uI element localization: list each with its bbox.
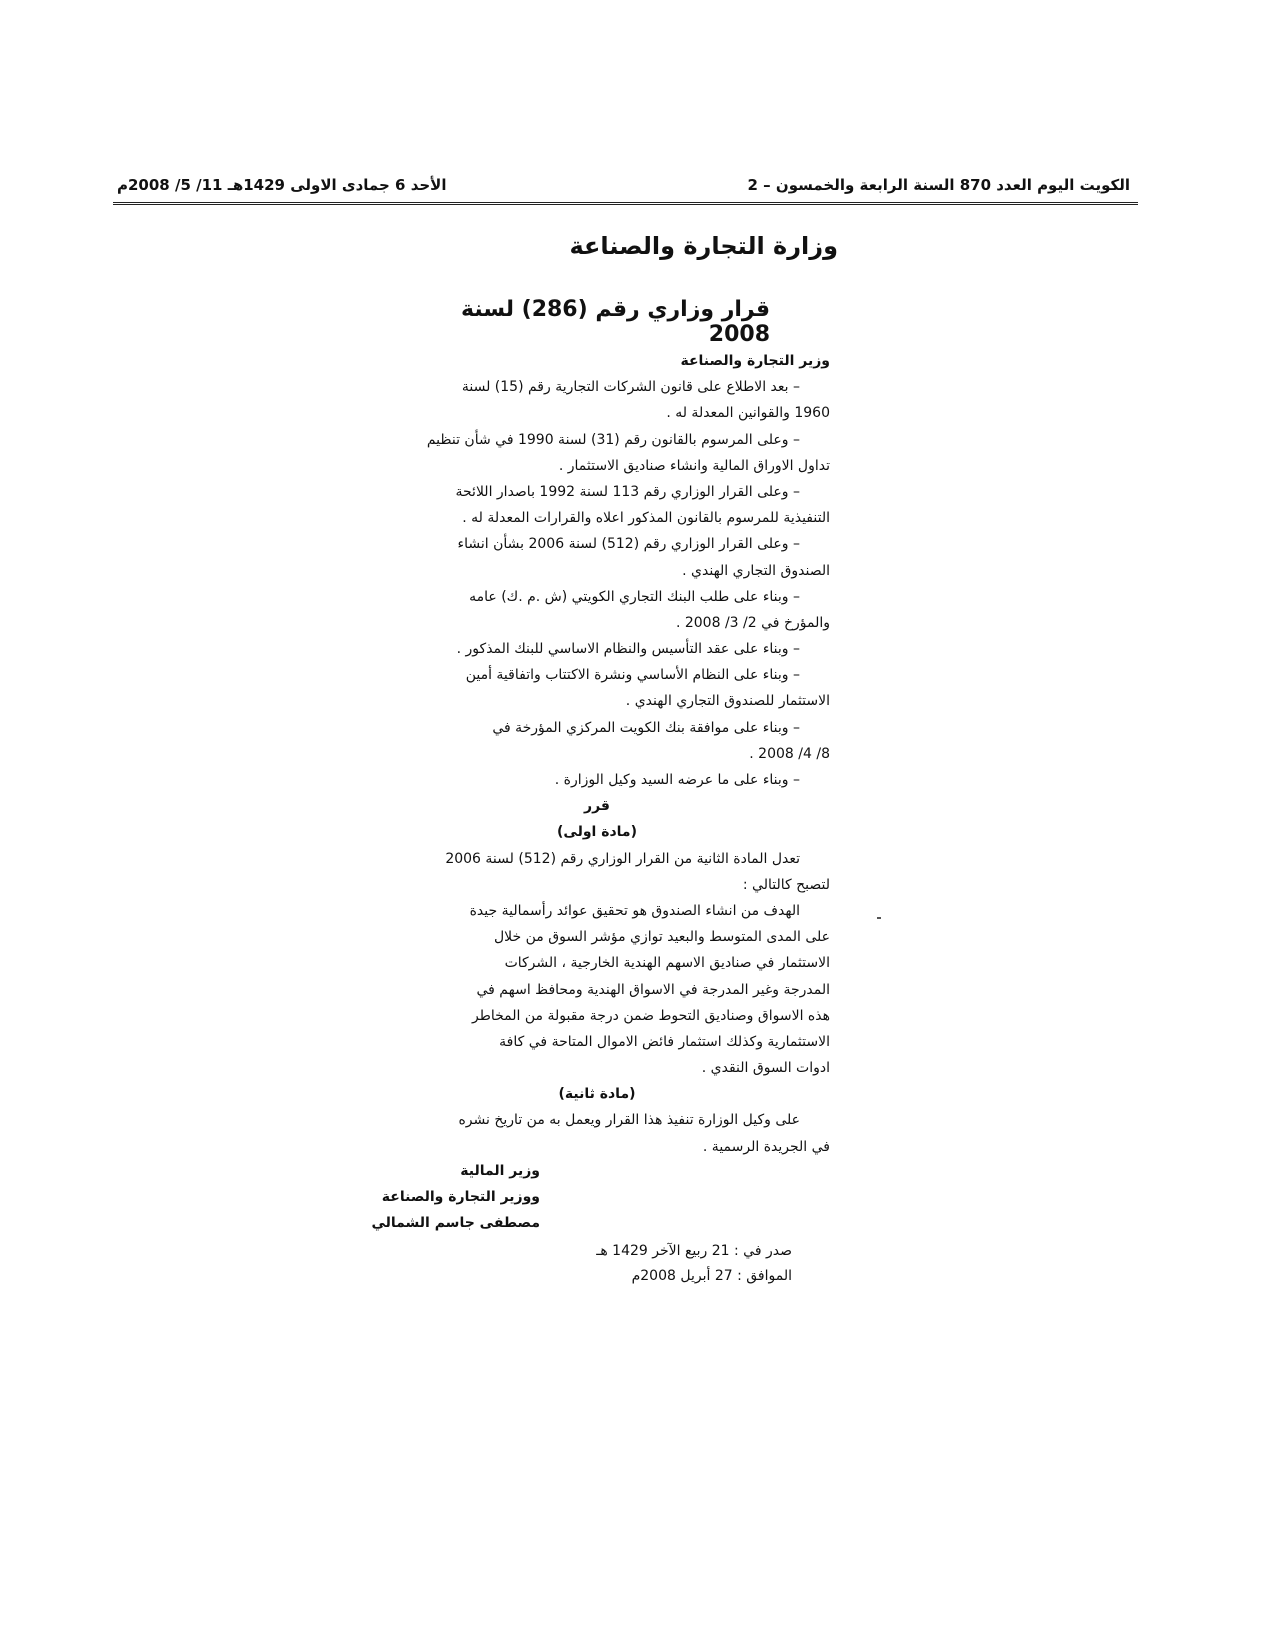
decided-heading: قرر [584, 798, 610, 815]
preamble-line: الاستثمار للصندوق التجاري الهندي . [625, 693, 830, 710]
preamble-line: – وبناء على ما عرضه السيد وكيل الوزارة . [554, 772, 800, 788]
article-two-heading: (مادة ثانية) [558, 1086, 636, 1103]
preamble-line: – وبناء على موافقة بنك الكويت المركزي المؤرخة في [492, 719, 800, 736]
decree-title: قرار وزاري رقم (286) لسنة 2008 [461, 297, 770, 347]
scan-speck [877, 917, 881, 919]
preamble-line: – وبناء على طلب البنك التجاري الكويتي (ش .م .ك) عامه [469, 588, 800, 605]
gregorian-date: الموافق : 27 أبريل 2008م [631, 1268, 792, 1284]
preamble-line: الصندوق التجاري الهندي . [682, 562, 830, 579]
article-one-line: هذه الاسواق وصناديق التحوط ضمن درجة مقبولة من المخاطر [472, 1007, 830, 1024]
signatory-title: ووزير التجارة والصناعة [381, 1189, 540, 1205]
signatory-title: وزير المالية [460, 1163, 540, 1179]
article-one-line: الاستثمارية وكذلك استثمار فائض الاموال المتاحة في كافة [499, 1033, 830, 1050]
article-one-line: الاستثمار في صناديق الاسهم الهندية الخارجية ، الشركات [504, 955, 830, 972]
signature-block [330, 1158, 540, 1236]
ministry-title: وزارة التجارة والصناعة [569, 232, 838, 260]
article-one-line: ادوات السوق النقدي . [701, 1060, 830, 1077]
preamble-line: 8/ 4/ 2008 . [749, 745, 830, 762]
preamble-line: تداول الاوراق المالية وانشاء صناديق الاستثمار . [558, 457, 830, 474]
header-divider [113, 202, 1138, 205]
decree-body [364, 348, 830, 1160]
article-two-line: على وكيل الوزارة تنفيذ هذا القرار ويعمل به من تاريخ نشره [458, 1112, 800, 1129]
article-one-line: الهدف من انشاء الصندوق هو تحقيق عوائد رأسمالية جيدة [469, 902, 800, 919]
preamble-line: والمؤرخ في 2/ 3/ 2008 . [675, 614, 830, 631]
issue-dates [560, 1239, 792, 1289]
preamble-line: – وعلى القرار الوزاري رقم 113 لسنة 1992 باصدار اللائحة [455, 483, 800, 500]
preamble-line: – بعد الاطلاع على قانون الشركات التجارية رقم (15) لسنة [461, 379, 800, 396]
preamble-line: – وعلى القرار الوزاري رقم (512) لسنة 2006 بشأن انشاء [457, 536, 800, 553]
article-two-line: في الجريدة الرسمية . [702, 1138, 830, 1155]
article-one-line: تعدل المادة الثانية من القرار الوزاري رقم (512) لسنة 2006 [445, 850, 800, 867]
preamble-line: 1960 والقوانين المعدلة له . [666, 405, 830, 422]
article-one-line: على المدى المتوسط والبعيد توازي مؤشر السوق من خلال [493, 929, 830, 946]
article-one-line: المدرجة وغير المدرجة في الاسواق الهندية ومحافظ اسهم في [476, 981, 830, 998]
preamble-line: – وبناء على النظام الأساسي ونشرة الاكتتاب واتفاقية أمين [465, 667, 800, 684]
signatory-name: مصطفى جاسم الشمالي [371, 1215, 540, 1231]
article-one-line: لتصبح كالتالي : [742, 876, 830, 893]
header-date: الأحد 6 جمادى الاولى 1429هـ 11/ 5/ 2008م [117, 176, 447, 194]
header-issue-info: الكويت اليوم العدد 870 السنة الرابعة والخمسون – 2 [747, 176, 1130, 194]
preamble-line: – وبناء على عقد التأسيس والنظام الاساسي للبنك المذكور . [456, 641, 800, 658]
preamble-line: التنفيذية للمرسوم بالقانون المذكور اعلاه والقرارات المعدلة له . [462, 510, 830, 527]
preamble-line: – وعلى المرسوم بالقانون رقم (31) لسنة 1990 في شأن تنظيم [426, 431, 800, 448]
article-one-heading: (مادة اولى) [557, 824, 637, 841]
hijri-date: صدر في : 21 ربيع الآخر 1429 هـ [596, 1243, 792, 1259]
issuer-line: وزير التجارة والصناعة [680, 353, 830, 369]
